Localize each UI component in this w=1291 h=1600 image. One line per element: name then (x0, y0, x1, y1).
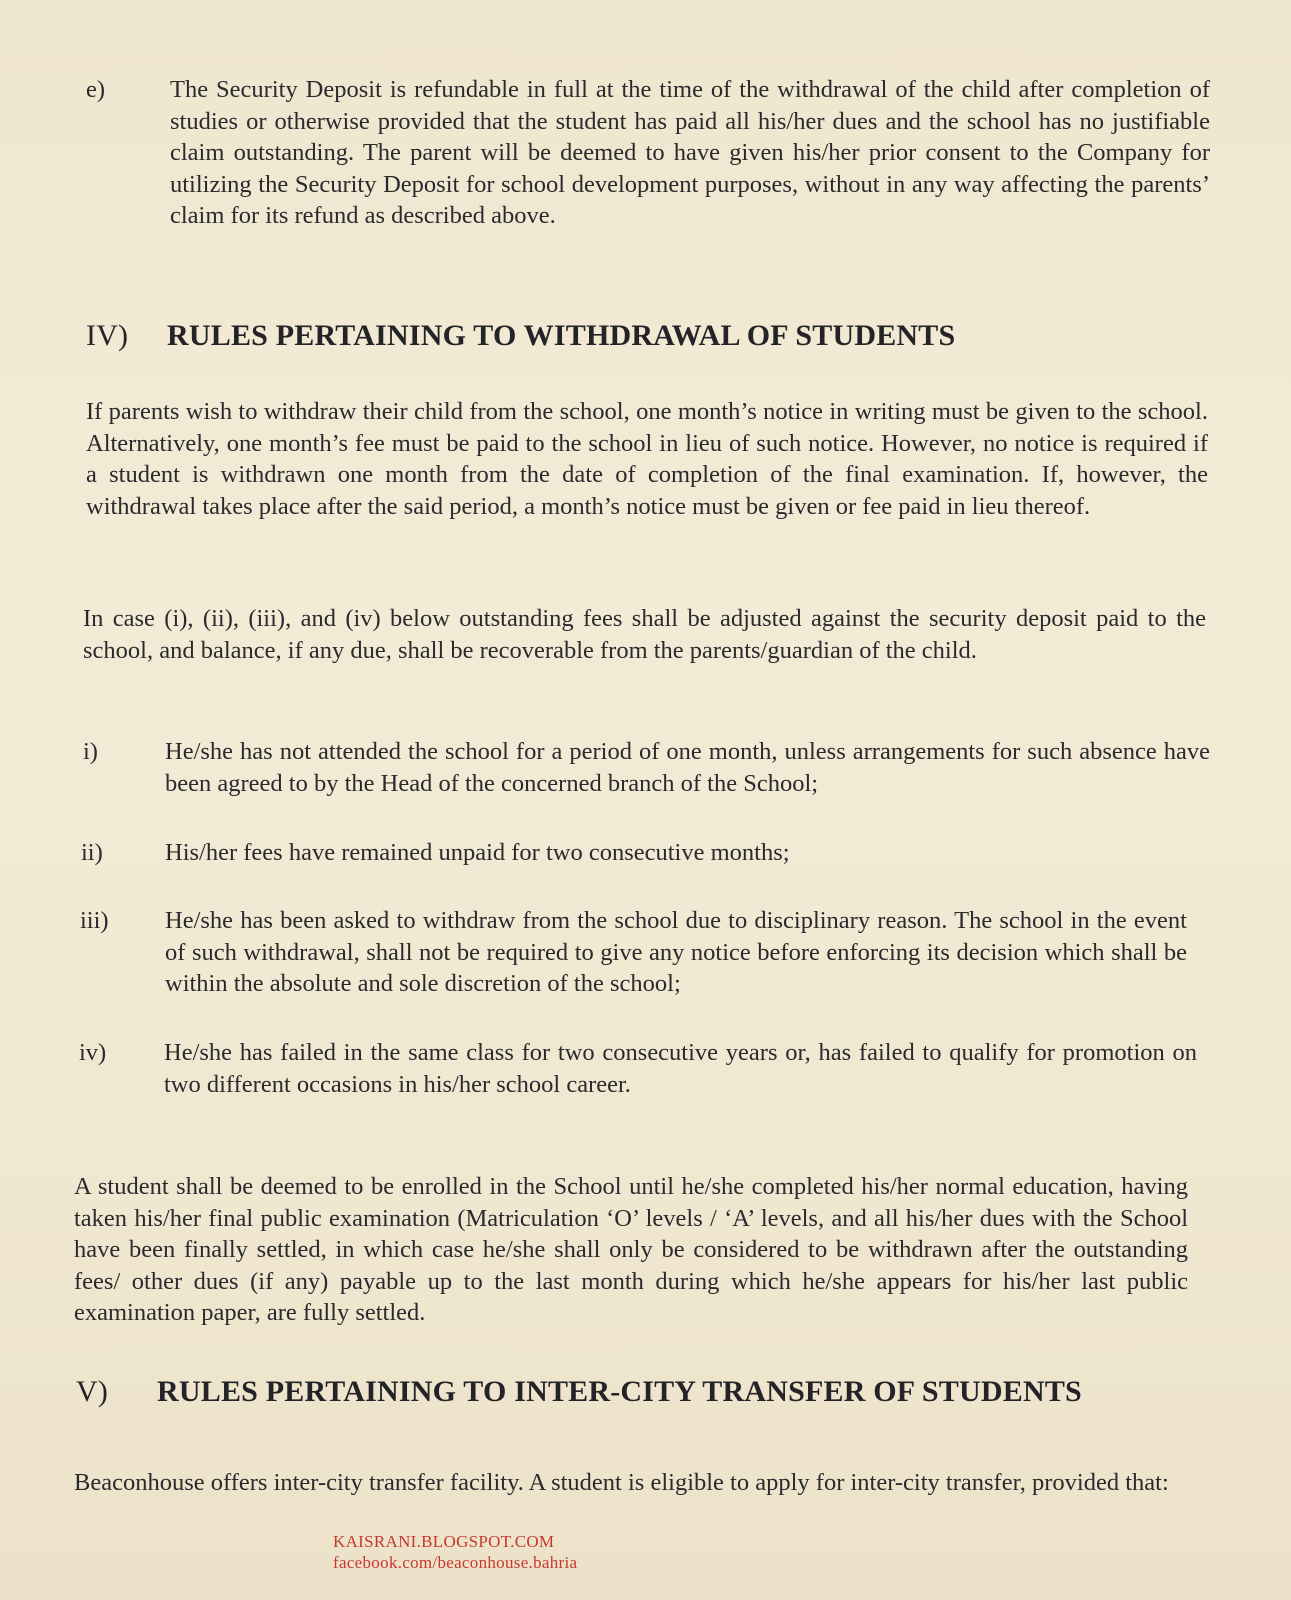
item-e-text: The Security Deposit is refundable in full at the time of the withdrawal of the child after completion of studies or otherwise provided that the student has paid all his/her dues and the school has no justifiable claim outstanding. The parent will be deemed to have given his/her prior consent to the Company for utilizing the Security Deposit for school development purposes, without in any way affecting the parents’ claim for its refund as described above. (170, 76, 1210, 229)
section-iv-heading (86, 318, 1206, 358)
list-item-iv-marker: iv) (79, 1039, 107, 1066)
list-item-i-text: He/she has not attended the school for a period of one month, unless arrangements for such absence have been agreed to by the Head of the concerned branch of the School; (165, 738, 1210, 797)
section-iv-number: IV) (86, 319, 129, 352)
list-item-ii-text: His/her fees have remained unpaid for two consecutive months; (165, 839, 790, 866)
list-item-iii-text: He/she has been asked to withdraw from the school due to disciplinary reason. The school in the event of such withdrawal, shall not be required to give any notice before enforcing its decision which shall be within the absolute and sole discretion of the school; (165, 907, 1187, 997)
section-v-title: RULES PERTAINING TO INTER-CITY TRANSFER OF STUDENTS (157, 1375, 1082, 1408)
section-iv-paragraph-1: If parents wish to withdraw their child from the school, one month’s notice in writing must be given to the school. Alternatively, one month’s fee must be paid to the school in lieu of such notice. However, no notice is required if a student is withdrawn one month from the date of completion of the final examination. If, however, the withdrawal takes place after the said period, a month’s notice must be given or fee paid in lieu thereof. (86, 398, 1208, 520)
section-v-heading (76, 1374, 1186, 1414)
watermark-facebook-link[interactable]: facebook.com/beaconhouse.bahria (333, 1553, 578, 1572)
watermark (333, 1531, 577, 1573)
list-item-iii-marker: iii) (80, 907, 109, 934)
list-item-i-marker: i) (83, 738, 98, 765)
list-item-iv-text: He/she has failed in the same class for two consecutive years or, has failed to qualify for promotion on two different occasions in his/her school career. (164, 1039, 1197, 1098)
section-iv-paragraph-3: A student shall be deemed to be enrolled in the School until he/she completed his/her normal education, having taken his/her final public examination (Matriculation ‘O’ levels / ‘A’ levels, and all his/her dues with the School have been finally settled, in which case he/she shall only be considered to be withdrawn after the outstanding fees/ other dues (if any) payable up to the last month during which he/she appears for his/her last public examination paper, are fully settled. (74, 1173, 1188, 1326)
section-v-number: V) (76, 1375, 109, 1408)
section-iv-title: RULES PERTAINING TO WITHDRAWAL OF STUDENTS (167, 319, 956, 352)
section-v-paragraph-1: Beaconhouse offers inter-city transfer facility. A student is eligible to apply for inter-city transfer, provided that: (74, 1469, 1169, 1496)
item-e-marker: e) (86, 76, 106, 103)
section-iv-paragraph-2: In case (i), (ii), (iii), and (iv) below outstanding fees shall be adjusted against the security deposit paid to the school, and balance, if any due, shall be recoverable from the parents/guardian of the child. (83, 605, 1206, 664)
watermark-blog-link[interactable]: KAISRANI.BLOGSPOT.COM (333, 1532, 555, 1551)
list-item-ii-marker: ii) (81, 839, 103, 866)
